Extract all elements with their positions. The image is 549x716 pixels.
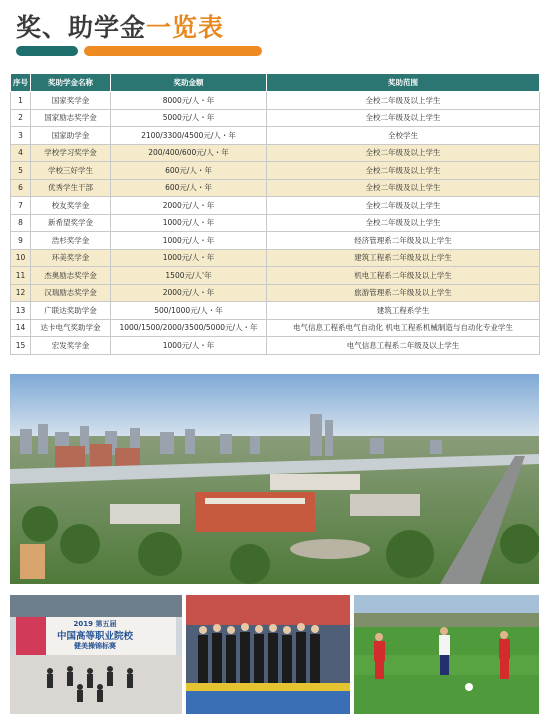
col-header-scope: 奖助范围 xyxy=(267,74,540,92)
cell-name: 达卡电气奖助学金 xyxy=(31,319,111,337)
cell-scope: 全校二年级及以上学生 xyxy=(267,214,540,232)
awards-table xyxy=(10,73,540,355)
cell-amount: 1000元/人・年 xyxy=(111,214,267,232)
table-row xyxy=(11,232,540,250)
banner-line2: 中国高等职业院校 xyxy=(56,631,133,642)
cell-no: 9 xyxy=(11,232,31,250)
col-header-amount: 奖助金额 xyxy=(111,74,267,92)
cell-amount: 500/1000元/人・年 xyxy=(111,302,267,320)
cell-no: 1 xyxy=(11,92,31,110)
cell-scope: 全校二年级及以上学生 xyxy=(267,109,540,127)
table-body xyxy=(11,92,540,355)
cell-amount: 1500元/人'年 xyxy=(111,267,267,285)
cell-amount: 1000元/人・年 xyxy=(111,337,267,355)
banner-line1: 2019 第五届 xyxy=(73,620,117,628)
cell-name: 浩杉奖学金 xyxy=(31,232,111,250)
page-title xyxy=(16,8,224,44)
cell-amount: 8000元/人・年 xyxy=(111,92,267,110)
cell-amount: 2100/3300/4500元/人・年 xyxy=(111,127,267,145)
cell-scope: 建筑工程系学生 xyxy=(267,302,540,320)
cell-no: 12 xyxy=(11,284,31,302)
col-header-no: 序号 xyxy=(11,74,31,92)
decor-bar-teal xyxy=(16,46,78,56)
cell-scope: 经济管理系二年级及以上学生 xyxy=(267,232,540,250)
cell-no: 15 xyxy=(11,337,31,355)
table-row xyxy=(11,214,540,232)
cell-no: 11 xyxy=(11,267,31,285)
cell-name: 国家励志奖学金 xyxy=(31,109,111,127)
table-row xyxy=(11,267,540,285)
table-row xyxy=(11,302,540,320)
cell-no: 4 xyxy=(11,144,31,162)
col-header-name: 奖助学金名称 xyxy=(31,74,111,92)
football-match-photo xyxy=(354,595,539,714)
decor-bar-orange xyxy=(84,46,262,56)
table-row xyxy=(11,284,540,302)
cell-name: 优秀学生干部 xyxy=(31,179,111,197)
cell-amount: 600元/人・年 xyxy=(111,179,267,197)
cell-scope: 全校学生 xyxy=(267,127,540,145)
cell-scope: 全校二年级及以上学生 xyxy=(267,197,540,215)
table-row xyxy=(11,109,540,127)
cell-scope: 建筑工程系二年级及以上学生 xyxy=(267,249,540,267)
award-ceremony-photo xyxy=(186,595,350,714)
table-row xyxy=(11,319,540,337)
cell-name: 环美奖学金 xyxy=(31,249,111,267)
cell-scope: 全校二年级及以上学生 xyxy=(267,179,540,197)
cell-scope: 旅游管理系二年级及以上学生 xyxy=(267,284,540,302)
cell-amount: 600元/人・年 xyxy=(111,162,267,180)
cell-name: 学校三好学生 xyxy=(31,162,111,180)
table-row xyxy=(11,92,540,110)
cell-no: 10 xyxy=(11,249,31,267)
cell-no: 5 xyxy=(11,162,31,180)
cell-name: 汉瑞励志奖学金 xyxy=(31,284,111,302)
aerobics-team-photo xyxy=(10,595,182,714)
cell-name: 校友奖学金 xyxy=(31,197,111,215)
cell-no: 14 xyxy=(11,319,31,337)
cell-scope: 电气信息工程系二年级及以上学生 xyxy=(267,337,540,355)
cell-scope: 全校二年级及以上学生 xyxy=(267,162,540,180)
cell-no: 6 xyxy=(11,179,31,197)
cell-amount: 2000元/人・年 xyxy=(111,284,267,302)
cell-amount: 1000元/人・年 xyxy=(111,232,267,250)
table-row xyxy=(11,249,540,267)
table-row xyxy=(11,337,540,355)
cell-amount: 2000元/人・年 xyxy=(111,197,267,215)
title-accent: 一览表 xyxy=(146,13,225,42)
cell-no: 7 xyxy=(11,197,31,215)
cell-no: 13 xyxy=(11,302,31,320)
cell-amount: 1000元/人・年 xyxy=(111,249,267,267)
cell-scope: 机电工程系二年级及以上学生 xyxy=(267,267,540,285)
cell-amount: 5000元/人・年 xyxy=(111,109,267,127)
table-row xyxy=(11,144,540,162)
cell-scope: 全校二年级及以上学生 xyxy=(267,144,540,162)
table-header-row xyxy=(11,74,540,92)
cell-scope: 电气信息工程系电气自动化 机电工程系机械制造与自动化专业学生 xyxy=(267,319,540,337)
cell-name: 新希望奖学金 xyxy=(31,214,111,232)
cell-name: 国家奖学金 xyxy=(31,92,111,110)
cell-name: 广联达奖助学金 xyxy=(31,302,111,320)
table-row xyxy=(11,197,540,215)
title-main: 奖、助学金 xyxy=(16,13,147,42)
cell-no: 2 xyxy=(11,109,31,127)
campus-aerial-photo xyxy=(10,374,539,584)
cell-scope: 全校二年级及以上学生 xyxy=(267,92,540,110)
banner-line3: 健美操锦标赛 xyxy=(74,642,116,650)
cell-name: 国家助学金 xyxy=(31,127,111,145)
cell-no: 8 xyxy=(11,214,31,232)
cell-amount: 200/400/600元/人・年 xyxy=(111,144,267,162)
cell-name: 杰奥励志奖学金 xyxy=(31,267,111,285)
cell-no: 3 xyxy=(11,127,31,145)
table-row xyxy=(11,127,540,145)
table-row xyxy=(11,162,540,180)
cell-name: 学校学习奖学金 xyxy=(31,144,111,162)
cell-name: 宏发奖学金 xyxy=(31,337,111,355)
table-row xyxy=(11,179,540,197)
cell-amount: 1000/1500/2000/3500/5000元/人・年 xyxy=(111,319,267,337)
